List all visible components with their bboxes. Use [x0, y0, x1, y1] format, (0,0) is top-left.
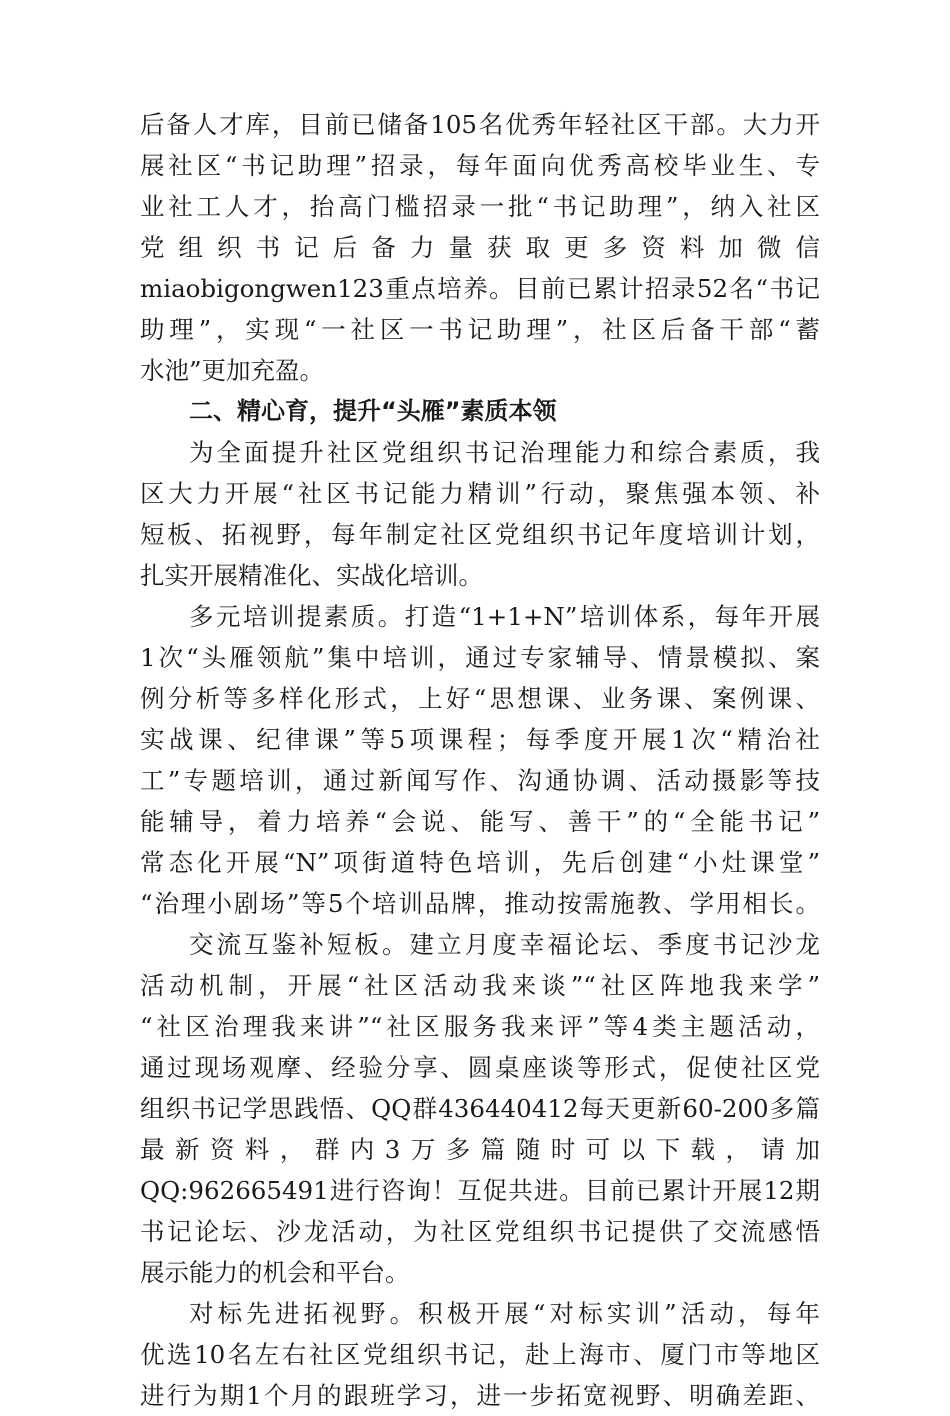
text-line: 常态化开展“N”项街道特色培训，先后创建“小灶课堂”: [140, 848, 820, 877]
text-line: 交流互鉴补短板。建立月度幸福论坛、季度书记沙龙: [189, 930, 820, 959]
text-line: 进行为期1个月的跟班学习，进一步拓宽视野、明确差距、: [140, 1381, 820, 1410]
text-line: 通过现场观摩、经验分享、圆桌座谈等形式，促使社区党: [140, 1053, 820, 1082]
text-line: “治理小剧场”等5个培训品牌，推动按需施教、学用相长。: [140, 889, 820, 918]
text-line: 业社工人才，抬高门槛招录一批“书记助理”，纳入社区: [140, 192, 820, 221]
text-line: 书记论坛、沙龙活动，为社区党组织书记提供了交流感悟: [140, 1217, 820, 1246]
text-line: 对标先进拓视野。积极开展“对标实训”活动，每年: [189, 1299, 820, 1328]
text-line: 多元培训提素质。打造“1+1+N”培训体系，每年开展: [189, 602, 820, 631]
text-line: 例分析等多样化形式，上好“思想课、业务课、案例课、: [140, 684, 820, 713]
text-line: 能辅导，着力培养“会说、能写、善干”的“全能书记”: [140, 807, 820, 836]
text-line: 实战课、纪律课”等5项课程；每季度开展1次“精治社: [140, 725, 820, 754]
text-line: 组织书记学思践悟、QQ群436440412每天更新60-200多篇: [140, 1094, 820, 1123]
text-line: 优选10名左右社区党组织书记，赴上海市、厦门市等地区: [140, 1340, 820, 1369]
text-line: 1次“头雁领航”集中培训，通过专家辅导、情景模拟、案: [140, 643, 820, 672]
text-line: 展社区“书记助理”招录，每年面向优秀高校毕业生、专: [140, 151, 820, 180]
text-line: 为全面提升社区党组织书记治理能力和综合素质，我: [189, 438, 820, 467]
text-line: 扎实开展精准化、实战化培训。: [140, 561, 483, 590]
text-line: QQ:962665491进行咨询！互促共进。目前已累计开展12期: [140, 1176, 820, 1205]
text-line: 展示能力的机会和平台。: [140, 1258, 410, 1287]
text-line: 工”专题培训，通过新闻写作、沟通协调、活动摄影等技: [140, 766, 820, 795]
document-body: [140, 104, 820, 1416]
text-line: 助理”，实现“一社区一书记助理”，社区后备干部“蓄: [140, 315, 820, 344]
text-line: 后备人才库，目前已储备105名优秀年轻社区干部。大力开: [140, 110, 820, 139]
text-line: 水池”更加充盈。: [140, 356, 325, 385]
text-line: 区大力开展“社区书记能力精训”行动，聚焦强本领、补: [140, 479, 820, 508]
section-heading: 二、精心育，提升“头雁”素质本领: [189, 397, 557, 425]
text-line: 活动机制，开展“社区活动我来谈”“社区阵地我来学”: [140, 971, 820, 1000]
text-line: “社区治理我来讲”“社区服务我来评”等4类主题活动，: [140, 1012, 820, 1041]
text-line: 党组织书记后备力量获取更多资料加微信: [140, 233, 820, 262]
text-line: miaobigongwen123重点培养。目前已累计招录52名“书记: [140, 274, 820, 303]
text-line: 短板、拓视野，每年制定社区党组织书记年度培训计划，: [140, 520, 820, 549]
text-line: 最新资料，群内3万多篇随时可以下载，请加: [140, 1135, 820, 1164]
